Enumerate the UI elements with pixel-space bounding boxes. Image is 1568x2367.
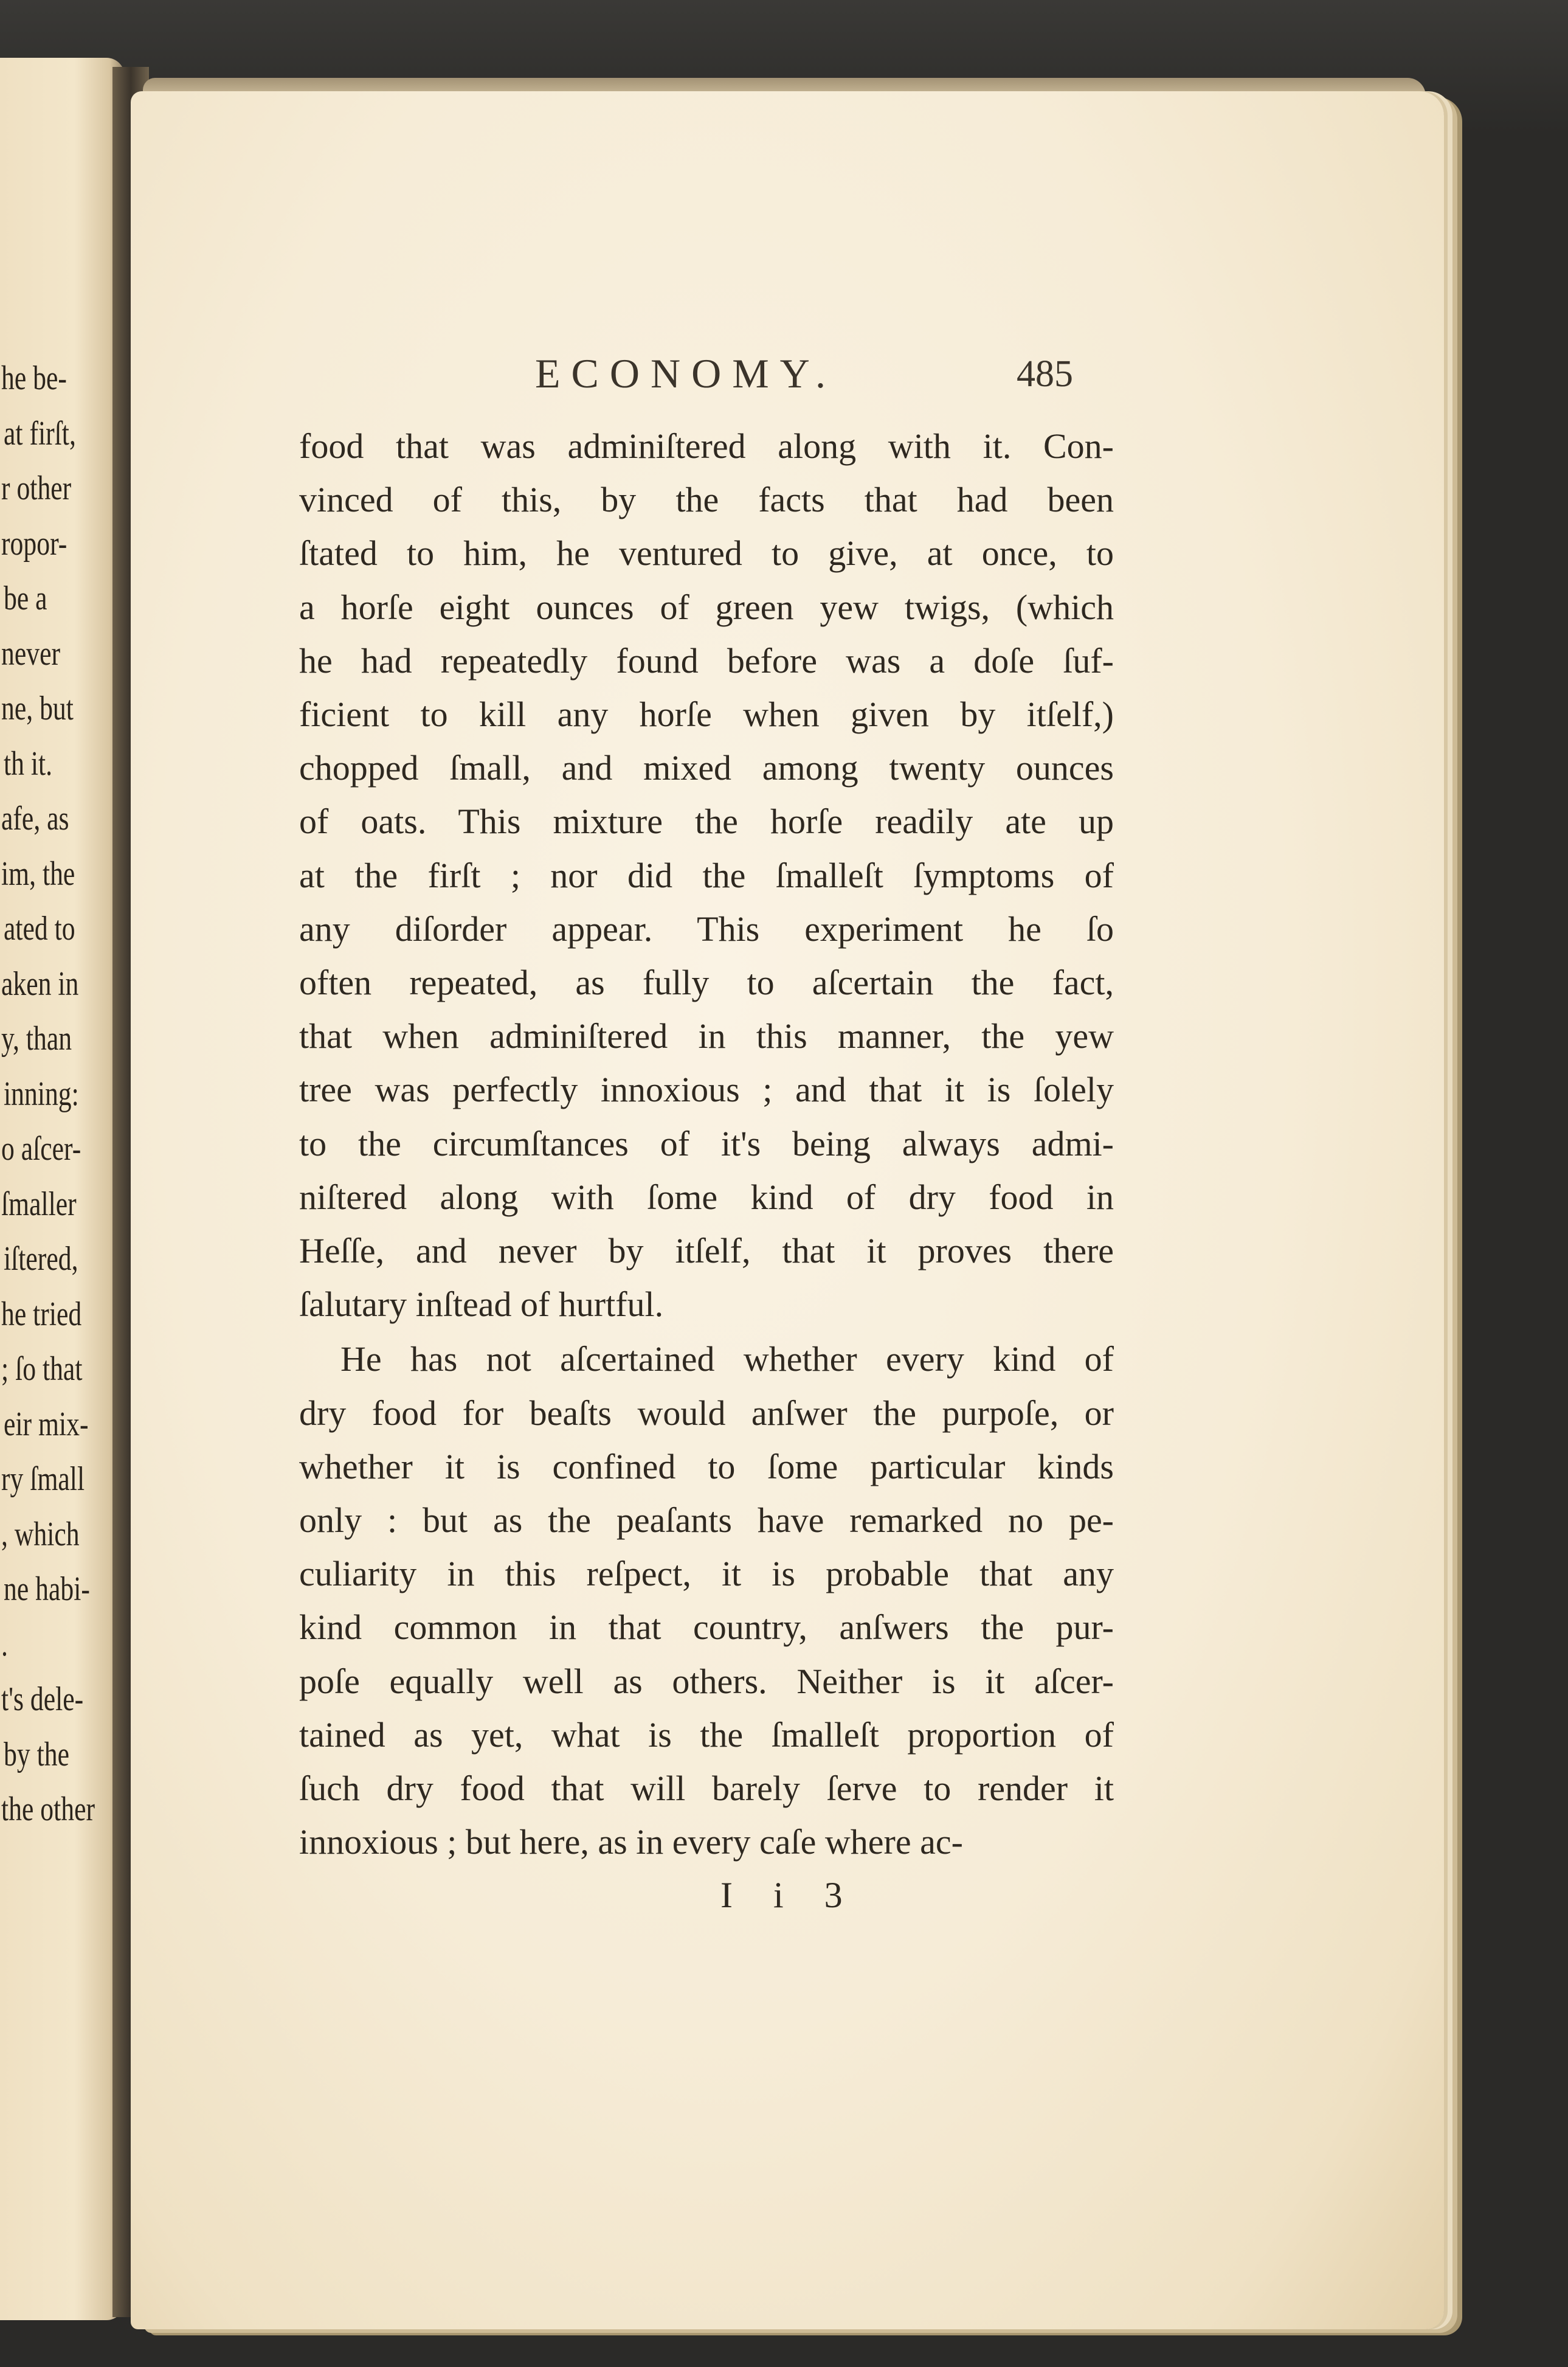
left-page-fragment: eir mix- [4,1405,89,1443]
body-line: tree was perfectly innoxious ; and that it is ſolely [299,1070,1114,1110]
body-line: chopped ſmall, and mixed among twenty ounces [299,748,1114,788]
left-page-fragment: iſtered, [4,1240,78,1278]
body-line: ſuch dry food that will barely ſerve to render it [299,1769,1114,1808]
body-line: ficient to kill any horſe when given by itſelf,) [299,695,1114,734]
left-page-fragment: im, the [1,854,75,893]
body-line: often repeated, as fully to aſcertain the fact, [299,963,1114,1002]
body-line: that when adminiſtered in this manner, the yew [299,1016,1114,1056]
left-page-fragment: r other [1,470,72,507]
left-page-fragment: y, than [1,1020,72,1058]
body-line: ſalutary inſtead of hurtful. [299,1284,664,1325]
left-page-fragment: inning: [4,1075,79,1113]
left-page-fragment: aken in [1,965,79,1003]
body-line: kind common in that country, anſwers the pur- [299,1607,1114,1648]
body-line: vinced of this, by the facts that had been [299,480,1114,520]
body-line: He has not aſcertained whether every kind of [340,1339,1114,1379]
body-line: culiarity in this reſpect, it is probable that any [299,1554,1114,1594]
body-line: innoxious ; but here, as in every caſe where ac- [299,1822,963,1862]
left-page-fragment: t's dele- [1,1680,84,1718]
body-line: dry food for beaſts would anſwer the purpoſe, or [299,1393,1114,1433]
left-page-fragment: ; ſo that [1,1350,83,1388]
body-line: any diſorder appear. This experiment he ſo [299,909,1114,949]
left-page-fragment: o aſcer- [1,1130,81,1168]
body-line: poſe equally well as others. Neither is it aſcer- [299,1661,1114,1701]
body-line: at the firſt ; nor did the ſmalleſt ſymptoms of [299,855,1114,895]
body-line: a horſe eight ounces of green yew twigs, (which [299,587,1114,627]
signature-mark: I i 3 [720,1875,858,1915]
left-page-fragment: ne habi- [4,1570,90,1608]
left-page-fragment: never [1,634,61,673]
left-page-fragment: at firſt, [4,414,76,452]
body-line: tained as yet, what is the ſmalleſt proportion of [299,1714,1114,1755]
left-page-fragment: ated to [4,910,75,948]
left-page-fragment: afe, as [1,800,69,837]
left-page-fragment: , which [1,1515,80,1553]
left-page-fragment: he be- [1,359,67,397]
body-line: to the circumſtances of it's being always admi- [299,1123,1114,1163]
left-page-fragment: by the [4,1735,69,1773]
left-page-edge [0,58,125,2320]
left-page-fragment: he tried [1,1295,82,1333]
body-line: Heſſe, and never by itſelf, that it proves there [299,1231,1114,1270]
body-line: food that was adminiſtered along with it. Con- [299,426,1114,466]
body-line: he had repeatedly found before was a doſe ſuf- [299,640,1114,681]
body-line: of oats. This mixture the horſe readily ate up [299,802,1114,842]
left-page-fragment: th it. [4,744,53,783]
body-line: niſtered along with ſome kind of dry food in [299,1177,1114,1217]
body-line: ſtated to him, he ventured to give, at once, to [299,533,1114,574]
left-page-fragment: ſmaller [1,1185,77,1223]
left-page-fragment: ne, but [1,690,74,727]
left-page-fragment: be a [4,580,47,617]
left-page-fragment: ropor- [1,524,67,563]
running-head: ECONOMY. [535,350,837,397]
left-page-fragment: the other [1,1790,95,1828]
body-line: only : but as the peaſants have remarked no pe- [299,1500,1114,1540]
body-line: whether it is confined to ſome particular kinds [299,1446,1114,1486]
page-number: 485 [1017,353,1073,395]
left-page-fragment: . [1,1625,8,1663]
left-page-fragment: ry ſmall [1,1460,85,1498]
